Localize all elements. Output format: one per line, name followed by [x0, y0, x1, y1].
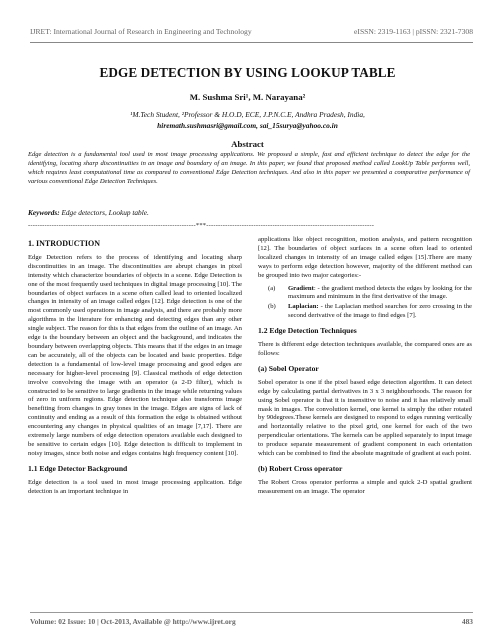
section-heading-sobel: (a) Sobel Operator — [258, 363, 319, 373]
left-column — [28, 236, 242, 500]
journal-name: IJRET: International Journal of Research in Engineering and Technology — [30, 27, 252, 36]
author-emails: hiremath.sushmasri@gmail.com, sai_15surya@yahoo.co.in — [157, 121, 338, 130]
list-text: : - the gradient method detects the edges by looking for the maximum and minimum in the first derivative of the image. — [288, 284, 472, 301]
abstract-text: Edge detection is a fundamental tool used in most image processing applications. We proposed a simple, fast and efficient technique to detect the edge for the identifying, locating sharp discontinuities in an image and boundary of an image. In this paper, we found that proposed method called LookUp Table performs well, which requires least computational time as compared to conventional Edge Detection techniques. And also in this paper we presented a comparative performance of various conventional Edge Detection Techniques. — [28, 151, 470, 185]
list-marker: (a) — [268, 284, 276, 292]
authors: M. Sushma Sri¹, M. Narayana² — [189, 92, 306, 102]
journal-link[interactable]: http://www.ijret.org — [172, 617, 236, 626]
list-term: Gradient — [288, 284, 314, 292]
paragraph-continued: applications like object recognition, motion analysis, and pattern recognition [12]. The boundaries of object surfaces in a scene often lead to oriented localized changes in intensity of an image called edges [15].There are many ways to perform edge detection however, majority of the different method can be grouped into two major categories:- — [258, 236, 472, 279]
volume-text: Volume: 02 Issue: 10 | Oct-2013, Available @ — [30, 617, 173, 626]
paragraph-sobel: Sobel operator is one if the pixel based edge detection algorithm. It can detect edge by calculating partial derivatives in 3 x 3 neighbourhoods. The reason for using Sobel operator is that it is insensitive to noise and it has relatively small mask in images. The convolution kernel, one kernel is simply the other rotated by 90degrees.These kernels are designed to respond to edges running vertically and horizontally relative to the pixel grid, one kernel for each of the two perpendicular orientations. The kernels can be applied separately to input image to produce separate measurement of gradient component in each orientation which can be combined to find the absolute magnitude of gradient at each point. — [258, 378, 472, 458]
page-footer — [30, 617, 473, 626]
paragraph-background: Edge detection is a tool used in most image processing application. Edge detection is an important technique in — [28, 478, 242, 495]
footer-divider — [30, 612, 473, 613]
footer-volume — [30, 617, 236, 626]
list-item-laplacian — [258, 303, 472, 321]
section-heading-techniques: 1.2 Edge Detection Techniques — [258, 326, 357, 336]
keywords-text: Edge detectors, Lookup table. — [59, 208, 149, 217]
issn: eISSN: 2319-1163 | pISSN: 2321-7308 — [354, 27, 473, 36]
list-item-gradient — [258, 285, 472, 303]
section-heading-background: 1.1 Edge Detector Background — [28, 463, 128, 473]
paragraph-techniques: There is different edge detection techniques available, the compared ones are as follows: — [258, 341, 472, 357]
list-text: - the Laplacian method searches for zero crossing in the second derivative of the image to find edges [7]. — [288, 303, 472, 320]
right-column — [258, 236, 472, 501]
header-divider — [30, 42, 473, 43]
section-heading-roberts: (b) Robert Cross operator — [258, 463, 343, 473]
section-divider: -----------------------------------------------------------------------***----------------------------------------------------------------------- — [28, 222, 375, 229]
list-term: Laplacian: — [288, 303, 319, 311]
section-heading-introduction: 1. INTRODUCTION — [28, 239, 101, 248]
edge-method-list — [258, 285, 472, 322]
keywords — [28, 208, 470, 217]
abstract-heading: Abstract — [231, 139, 264, 149]
keywords-label: Keywords: — [28, 208, 60, 217]
page-number: 483 — [461, 617, 473, 626]
journal-header — [30, 27, 473, 36]
affiliation: ¹M.Tech Student, ²Professor & H.O.D, ECE, J.P.N.C.E, Andhra Pradesh, India, — [130, 110, 365, 119]
list-marker: (b) — [268, 303, 276, 311]
paragraph-introduction: Edge Detection refers to the process of identifying and locating sharp discontinuities in an image. The discontinuities are abrupt changes in pixel intensity which characterize boundaries of objects in a scene. Edge Detection is one of the most frequently used techniques in digital image processing [10]. The boundaries of object surfaces in a scene often called lead to oriented localized changes in intensity of an image called edges [12]. Edge detection is one of the most commonly used operations in image analysis, and there are probably more algorithms in the literature for enhancing and detecting edges than any other single subject. The reason for this is that edges from the outline of an image. An edge is the boundary between an object and the background, and indicates the boundary between overlapping objects. This means that if the edges in an image can be accurately, all of the objects can be located and basic properties. Edge detection is a fundamental of low-level image processing and good edges are necessary for higher-level processing [9]. Classical methods of edge detection involve convolving the image with an operator (a 2-D filter), which is constructed to be sensitive to large gradients in the image while returning values of zero in uniform regions. Edge detection technique also transforms image benefiting from changes in gray tones in the image. Edges are signs of lack of continuity and ending as a result of this formation the edge is obtained without encountering any changes in physical qualities of an image [7,17]. There are extremely large numbers of edge detection operators available each designed to be sensitive to certain edges [10]. Edge detection is difficult to implement in noisy images, since both noise and edges contains high frequency content [10]. — [28, 253, 242, 457]
paper-title: EDGE DETECTION BY USING LOOKUP TABLE — [99, 65, 396, 80]
paragraph-roberts: The Robert Cross operator performs a simple and quick 2-D spatial gradient measurement on an image. The operator — [258, 478, 472, 495]
